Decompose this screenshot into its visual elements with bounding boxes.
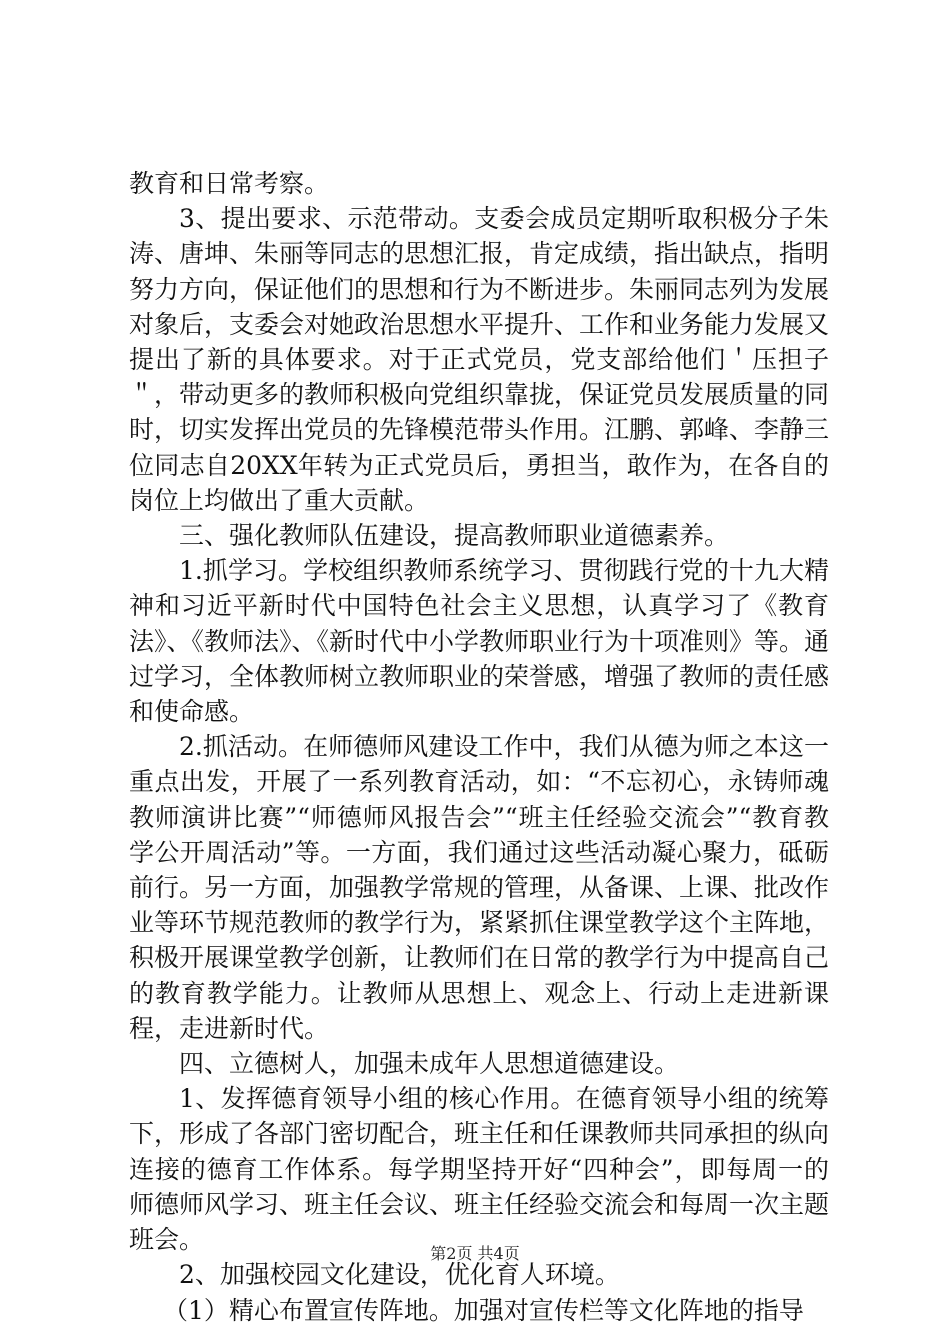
paragraph-item-3-requirements: 3、提出要求、示范带动。支委会成员定期听取积极分子朱涛、唐坤、朱丽等同志的思想汇报，肯定成绩，指出缺点，指明努力方向，保证他们的思想和行为不断进步。朱丽同志列为发展对象后，支委会对她政治思想水平提升、工作和业务能力发展又提出了新的具体要求。对于正式党员，党支部给他们＇压担子＂，带动更多的教师积极向党组织靠拢，保证党员发展质量的同时，切实发挥出党员的先锋模范带头作用。江鹏、郭峰、李静三位同志自20XX年转为正式党员后，勇担当，敢作为，在各自的岗位上均做出了重大贡献。 bbox=[129, 204, 830, 515]
page-number-label: 第2页 共4页 bbox=[430, 1244, 520, 1263]
paragraph-activities: 2.抓活动。在师德师风建设工作中，我们从德为师之本这一重点出发，开展了一系列教育活动，如：“不忘初心，永铸师魂教师演讲比赛”“师德师风报告会”“班主任经验交流会”“教育教学公开周活动”等。一方面，我们通过这些活动凝心聚力，砥砺前行。另一方面，加强教学常规的管理，从备课、上课、批改作业等环节规范教师的教学行为，紧紧抓住课堂教学这个主阵地，积极开展课堂教学创新，让教师们在日常的教学行为中提高自己的教育教学能力。让教师从思想上、观念上、行动上走进新课程，走进新时代。 bbox=[129, 732, 830, 1043]
section-heading-4: 四、立德树人，加强未成年人思想道德建设。 bbox=[179, 1049, 680, 1079]
document-body bbox=[129, 166, 829, 1328]
paragraph-campus-culture: 2、加强校园文化建设，优化育人环境。 bbox=[179, 1260, 620, 1290]
paragraph-continuation: 教育和日常考察。 bbox=[129, 169, 330, 198]
paragraph-study: 1.抓学习。学校组织教师系统学习、贯彻践行党的十九大精神和习近平新时代中国特色社会主义思想，认真学习了《教育法》、《教师法》、《新时代中小学教师职业行为十项准则》等。通过学习，全体教师树立教师职业的荣誉感，增强了教师的责任感和使命感。 bbox=[129, 556, 830, 727]
section-heading-3: 三、强化教师队伍建设，提高教师职业道德素养。 bbox=[179, 521, 730, 551]
paragraph-moral-leadership: 1、发挥德育领导小组的核心作用。在德育领导小组的统筹下，形成了各部门密切配合，班主任和任课教师共同承担的纵向连接的德育工作体系。每学期坚持开好“四种会”，即每周一的师德师风学习、班主任会议、班主任经验交流会和每周一次主题班会。 bbox=[129, 1084, 830, 1255]
page-footer bbox=[0, 1244, 950, 1264]
paragraph-publicity: （1）精心布置宣传阵地。加强对宣传栏等文化阵地的指导 bbox=[163, 1295, 804, 1325]
